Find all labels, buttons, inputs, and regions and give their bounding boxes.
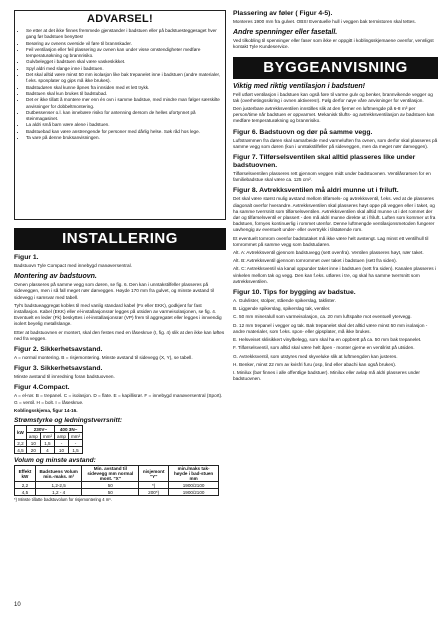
volume-table <box>14 465 219 496</box>
page-number: 10 <box>14 602 21 608</box>
list-item: I. Minilux (bør finnes i alle offentlige badstuer). Minilux eller avlap må aldri plasseres under badstuovnen. <box>233 369 420 382</box>
montering-paragraph: Ovnen plasseres på samme vegg som døren, se fig. 6. Den kan i unntakstilfeller plasseres på sideveggen, men i så fall meget nær dørveggen. Høyde 170 mm fra gulvet, og minste avstand til sidevegg i samsvar med tabell. <box>14 282 214 300</box>
list-item: • Spyl aldri med slange inne i badstuen. <box>26 66 222 72</box>
table-header: Min. avstand til sidevegg mm normal mont. "X" <box>82 466 139 482</box>
list-item: F. Tilførselsventil, som alltid skal være helt åpen - monter gjerne en ventilrist på utsiden. <box>233 345 415 351</box>
fig6-title: Figur 6. Badstuovn og dør på samme vegg. <box>233 128 373 136</box>
ventilasjon-title: Viktig med riktig ventilasjon i badstuen! <box>233 82 365 90</box>
table-cell: - <box>68 440 82 447</box>
table-cell: 50 <box>82 489 139 496</box>
table-cell: 1,5 <box>40 440 54 447</box>
table-header: 400 3N~ <box>55 426 83 433</box>
volume-footnote: *) Minste tillatte badstuvolum for risjemontering 4 m³. <box>14 497 112 503</box>
fig8-paragraph: Alt. C: Avtrekksventil via kanal oppunder taket inne i badstuen (sett fra siden). Kanalen plasseres i vinkelen mellom tak og vegg. Den kan f.eks. utføres i tre, og skal ha samme tverrsnitt som avtrekksventilen. <box>233 266 436 284</box>
table-cell: 10 <box>55 447 69 454</box>
table-header: Effekt kW <box>15 466 36 482</box>
table-cell: 4,5 <box>15 447 27 454</box>
fig1-title: Figur 1. <box>14 254 39 261</box>
list-item: • Gulvbelegget i badstuen skal være vaskeskikket. <box>26 59 222 65</box>
table-cell: *) <box>139 482 169 489</box>
list-item: • La aldri små barn være alene i badstuen. <box>26 122 222 128</box>
list-item: • Feil ventilasjon eller feil plassering av ovnen kan under visse omstendigheter medføre temperaturøkning og brannrisiko. <box>26 47 222 60</box>
table-cell: - <box>55 440 69 447</box>
fig8-title: Figur 8. Avtrekksventilen må aldri munne ut i friluft. <box>233 187 399 195</box>
fig6-text: Luftstrømmen fra døren skal samarbeide med varmeluften fra ovnen, som derfor skal plasseres på samme vegg som døren (kun i unntakstilfeller på sideveggen, men da meget nær dørveggen). <box>233 137 438 149</box>
table-subheader: mm² <box>68 433 82 440</box>
table-cell: 2,2 <box>15 440 27 447</box>
right-column <box>233 10 438 384</box>
table-cell: 10 <box>26 440 40 447</box>
table-cell: 20 <box>26 447 40 454</box>
fig10-title: Figur 10. Tips for bygging av badstue. <box>233 289 356 297</box>
table-header: kW <box>15 426 27 440</box>
montering-paragraph: Tyl's badstueaggregat kobles til med vanlig standard kabel (Fx eller EKK), godkjent for fast installasjon. Kabel (EKK) eller el-installasjonsrør legges på utsiden av varmeisolasjonen, se fig. 4. Eventuelt en leder (Fk) beskyttes i el-installasjonsrør (VP) frem til aggregatet eller legges i innvendig isolert beyelig metallslange. <box>14 302 222 327</box>
table-cell: 2,2 <box>15 482 36 489</box>
fig4-text: A = el-rør. B = trepanel. C = isolasjon. D = flate. E = kapillisrør. F = innebygd manøversentral (Sport). G = ventil. H = bolt. I = låseskrue. <box>14 393 223 405</box>
warning-list <box>18 28 222 141</box>
table-cell: 200*) <box>139 489 169 496</box>
fig4-title: Figur 4.Compact. <box>14 384 70 392</box>
strom-title: Strømstyrke og ledningstverrsnitt: <box>14 417 123 425</box>
fig2-text: A = normal montering. B = risjemontering. Minste avstand til sidevegg (X, Y), se tabell. <box>14 355 193 361</box>
fig3-title: Figur 3. Sikkerhetsavstand. <box>14 365 103 373</box>
list-item: H. Benker, minst 22 mm av kvisfri furu (osp, lind eller abachi kan også brukes). <box>233 361 397 367</box>
table-cell: 1,2 - 4 <box>35 489 82 496</box>
connection-diagram-ref: Koblingsskjema, figur 14-16. <box>14 407 78 413</box>
list-item: • Det er ikke tillatt å montere mer enn én ovn i samme badstue, med mindre man følger særskilte anvisninger for dobbeltmontering. <box>26 97 222 110</box>
fig8-paragraph: Alt. B: Avtrekksventil gjennom tomrommet over taket i badstuen (sett fra siden). <box>233 258 398 264</box>
installering-banner: INSTALLERING <box>14 228 226 250</box>
list-item: • Badstuebad kan være anstrengende for personer med dårlig helse. Søk råd hos lege. <box>26 129 222 135</box>
list-item: C. 50 mm mineralull som varmeisolasjon, ca. 20 mm luftspalte mot eventuell ytervegg. <box>233 314 412 320</box>
table-cell: 1,5 <box>68 447 82 454</box>
montering-paragraph: Etter at badstuovnen er montert, skal den festes med en låseskrue (I, fig. 4) slik at den ikke kan løftes ned fra veggen. <box>14 329 225 341</box>
fig8-paragraph: Det skal være størst mulig avstand mellom tilførsels- og avtrekksventil, f.eks. ved at de plasseres diagonalt overfor hverandre. Avtrekksventilen skal plasseres høyt oppe på veggen eller i taket, og ha samme tverrsnitt som tilførselsventilen. Avtrekksventilen skal alltid munne ut i det rommet der dør og tilførselsventil er plassert - den må aldri munne direkte ut i friluft. Luften som kommer ut fra badstuen, fornyes kontinuerlig i rommet utenfor. Denne luftmengde ventilasjonsmetoden fungerer uavhengig av eventuelt under- eller overtrykk i tilstøtende rom. <box>233 196 436 233</box>
table-subheader: mm² <box>40 433 54 440</box>
ventilasjon-paragraph: Fell utført ventilasjon i badstuen kan også føre til varme gulv og benker, brannvikende vegger og tak (overhetingssikring i ovnen aktiveres!). Følg derfor nøye våre anvisninger for ventilasjon. <box>233 91 433 103</box>
table-cell: 1900/2100 <box>169 489 219 496</box>
table-cell: 50 <box>82 482 139 489</box>
warning-title: ADVARSEL! <box>86 13 154 25</box>
list-item: • Berøring av ovnens overside vil føre til brannskader. <box>26 41 222 47</box>
list-item: • Dutbessenser o.l. kan innebære risiko for antenning dersom de helles ufortynnet på steinmagasinet. <box>26 110 222 123</box>
fig2-title: Figur 2. Sikkerhetsavstand. <box>14 346 103 354</box>
list-item: E. Helsveiset sklisikkert vinylbelegg, som skal ha en oppbrett på ca. 50 mm bak trepanelet. <box>233 337 422 343</box>
table-row <box>15 440 83 447</box>
andre-text: Ved tilkobling til spenninger eller faser som ikke er oppgitt i koblingsskjemaene ovenfor, vennligst kontakt Tyle Kundeservice. <box>233 38 434 50</box>
fig45-text: Monteres 1900 mm fra gulvet. OBS! Eventuelle hull i veggen bak termistoren skal tettes. <box>233 19 416 24</box>
table-row <box>15 447 83 454</box>
fig3-text: Minste avstand til innredning foran badstuovnen. <box>14 374 115 380</box>
andre-title: Andre spenninger eller fasetall. <box>233 29 338 37</box>
table-row <box>15 482 219 489</box>
left-column <box>14 10 226 502</box>
table-cell: 4 <box>40 447 54 454</box>
table-cell: 1,2-2,5 <box>35 482 82 489</box>
list-item: • Se etter at det ikke finnes fremmede gjenstander i badstuen eller på badstuesteggesaget hver gang før badstuen benyttes! <box>26 28 222 41</box>
list-item: • Badstudøren skal kunne åpnes fra innsiden med et lett trykk. <box>26 85 222 91</box>
volum-title: Volum og minste avstand: <box>14 457 96 465</box>
list-item: • Ta vare på denne bruksanvisningen. <box>26 135 222 141</box>
fig7-text: Tilførselsventilen plasseres rett gjennom veggen midt under badstuovnen. Ventilåsrørsen for en familiebadstue skal være ca. 125 cm². <box>233 171 431 183</box>
list-item: G. Avtrekksventil, som utstyres med skyveluke slik at luftmengden kan justeres. <box>233 353 398 359</box>
table-header: Badstuens Volum min.-maks. m³ <box>35 466 82 482</box>
list-item: B. Liggende spikerslag, spikerslag tak, ventiler. <box>233 306 331 312</box>
list-item: D. 12 mm trepanel i vegger og tak. Bak trepanelet skal det alltid være minst 50 mm isolasjon - andre materialer, som f.eks. spon- eller gipsplater, må ikke brukes. <box>233 322 428 334</box>
warning-box <box>14 10 226 220</box>
montering-title: Montering av badstuovn. <box>14 273 97 281</box>
fig8-paragraph: Et eventuelt tomrom ovenfor badstutaket må ikke være helt avstengt. Lag minst ett ventilhull til tomrommet på samme vegg som badstudøren. <box>233 235 429 247</box>
list-item: • Badstuen skal kun brukes til badstubad. <box>26 91 222 97</box>
list-item: • Det skal alltid være minst 50 mm isolasjon like bak trepanelet inne i badstuen (andre materialer, f.eks. sponplater og gips må ikke brukes). <box>26 72 222 85</box>
table-cell: 4,5 <box>15 489 36 496</box>
table-cell: 1900/2100 <box>169 482 219 489</box>
table-subheader: amp <box>26 433 40 440</box>
table-header: 230V~ <box>26 426 54 433</box>
table-header: nisjemont "Y" <box>139 466 169 482</box>
table-subheader: amp <box>55 433 69 440</box>
fig8-paragraph: Alt. A: Avtrekksventil gjennom badstuvegg (sett ovenfra). Ventilen plasseres høyt, nær taket. <box>233 250 424 256</box>
list-item: A. Gulvlister, stolper, stående spikerslag, taklister. <box>233 298 336 304</box>
current-table <box>14 425 83 454</box>
byggeanvisning-banner: BYGGEANVISNING <box>233 57 438 79</box>
ventilasjon-paragraph: Den justerbare avtrekksventilen innstilles slik at den fjerner en luftmengde på 6-8 m³ per person/time når badstuen er oppvarmet. Mekanisk tilufts- og avtrekksventilasjon av badstuen kan medføre temperaturøkning og brannrisiko. <box>233 106 435 124</box>
fig45-title: Plassering av føler ( Figur 4-5). <box>233 10 333 17</box>
fig7-title: Figur 7. Tilførselsventilen skal alltid plasseres like under badstuovnen. <box>233 154 416 170</box>
fig1-text: Badstuovn Tyle Compact med innebygd manøversentral. <box>14 263 132 268</box>
table-header: min./maks tak-høyde i bad-stuen mm <box>169 466 219 482</box>
table-row <box>15 489 219 496</box>
